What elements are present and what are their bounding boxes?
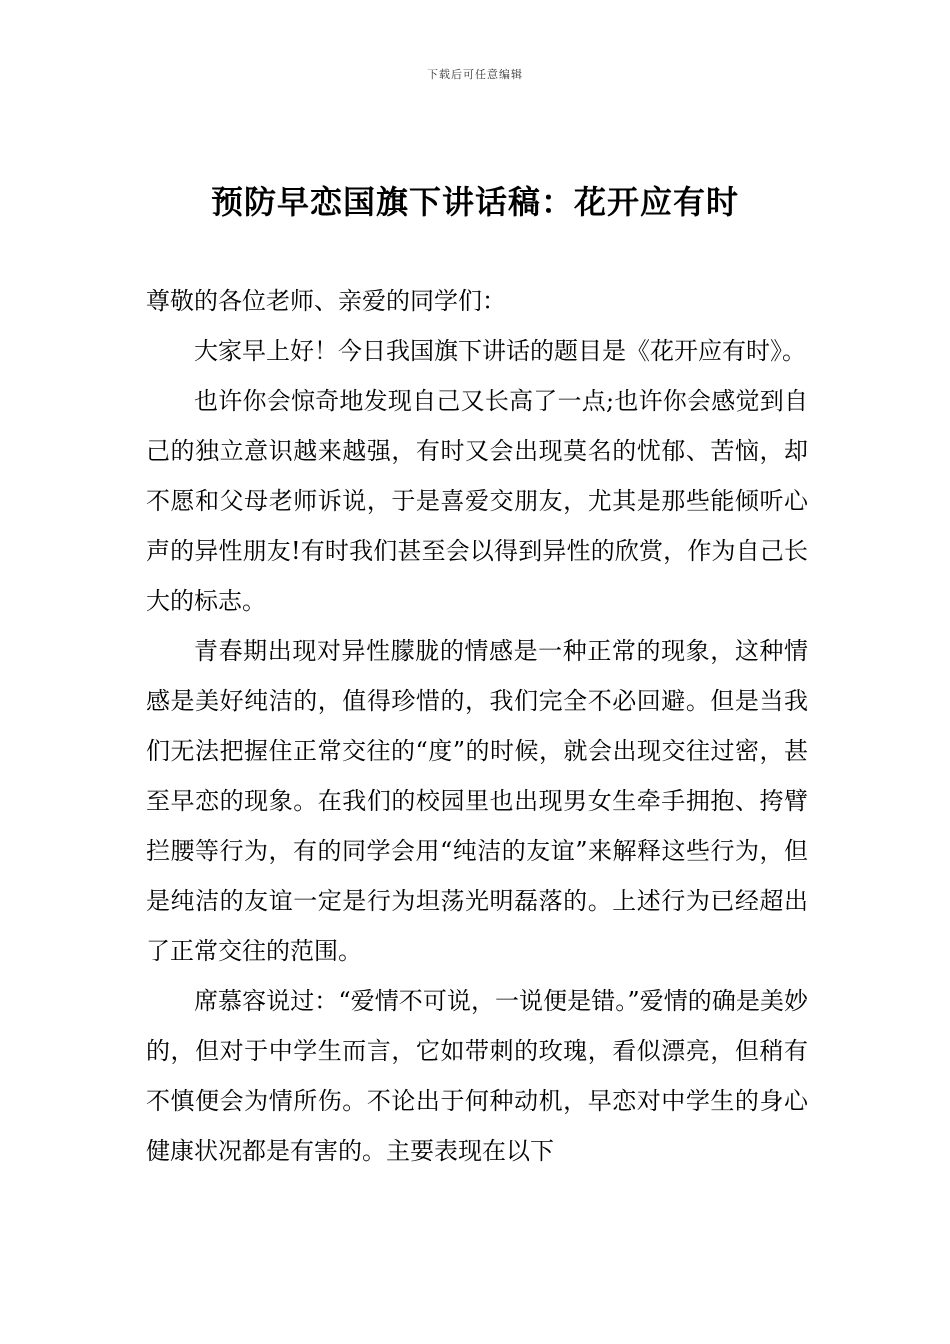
paragraph-3: 青春期出现对异性朦胧的情感是一种正常的现象，这种情感是美好纯洁的，值得珍惜的，我们完全不必回避。但是当我们无法把握住正常交往的“度”的时候，就会出现交往过密，甚至早恋的现象。在我们的校园里也出现男女生牵手拥抱、挎臂拦腰等行为，有的同学会用“纯洁的友谊”来解释这些行为，但是纯洁的友谊一定是行为坦荡光明磊落的。上述行为已经超出了正常交往的范围。 — [146, 637, 808, 965]
header-note: 下载后可任意编辑 — [427, 68, 523, 81]
paragraph-4: 席慕容说过：“爱情不可说，一说便是错。”爱情的确是美妙的，但对于中学生而言，它如带刺的玫瑰，看似漂亮，但稍有不慎便会为情所伤。不论出于何种动机，早恋对中学生的身心健康状况都是有害的。主要表现在以下 — [146, 987, 808, 1165]
salutation: 尊敬的各位老师、亲爱的同学们： — [146, 287, 506, 315]
document-body — [146, 276, 808, 1176]
paragraph-1: 大家早上好！今日我国旗下讲话的题目是《花开应有时》。 — [194, 337, 806, 365]
document-title: 预防早恋国旗下讲话稿：花开应有时 — [210, 183, 739, 221]
paragraph-2: 也许你会惊奇地发现自己又长高了一点;也许你会感觉到自己的独立意识越来越强，有时又会出现莫名的忧郁、苦恼，却不愿和父母老师诉说，于是喜爱交朋友，尤其是那些能倾听心声的异性朋友!有时我们甚至会以得到异性的欣赏，作为自己长大的标志。 — [146, 387, 808, 615]
